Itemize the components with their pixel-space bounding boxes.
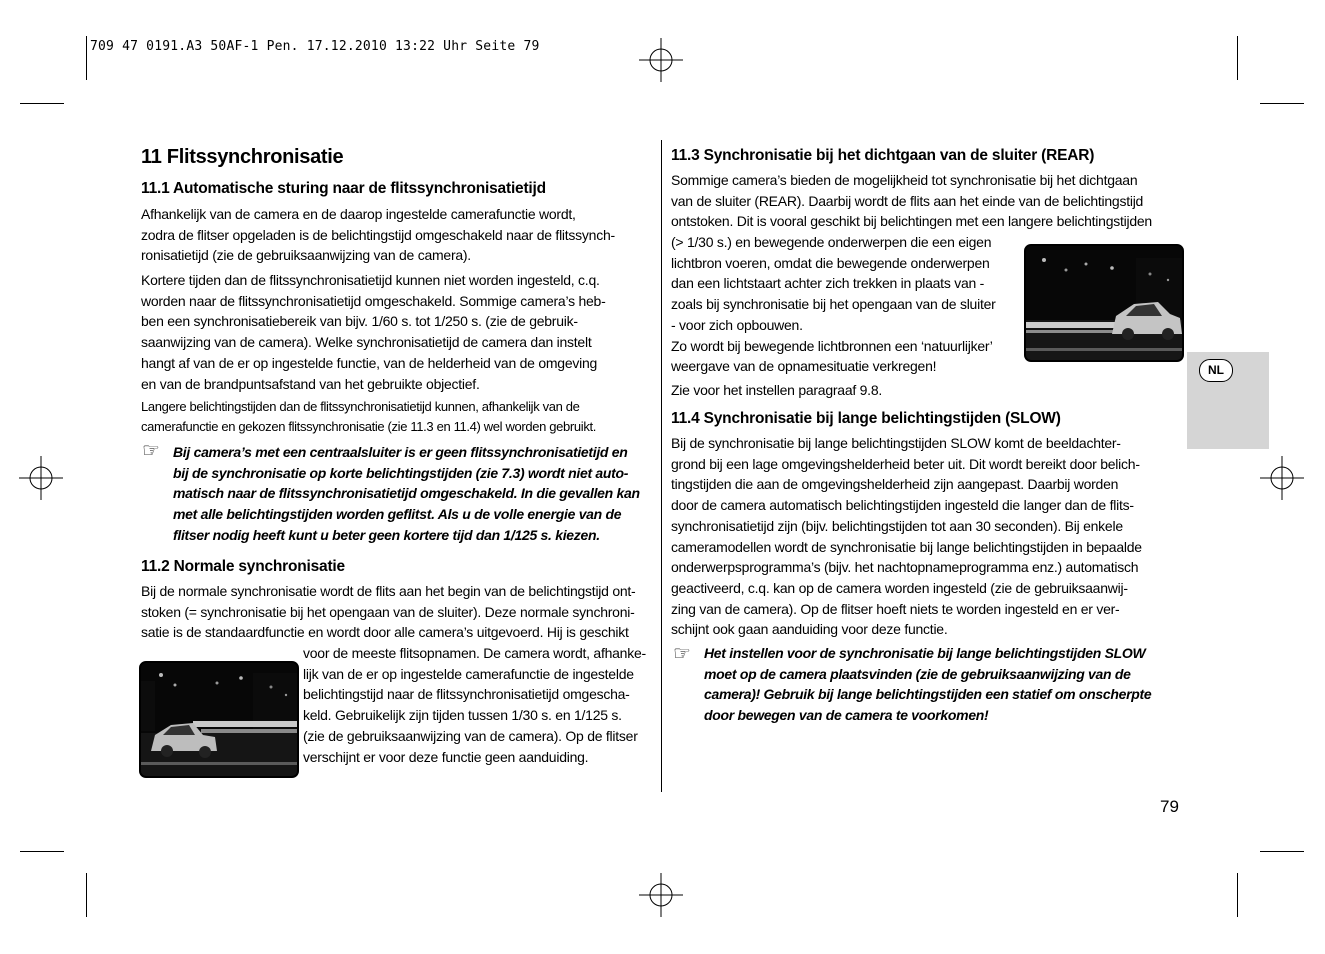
paragraph: Kortere tijden dan de flitssynchronisatietijd kunnen niet worden ingesteld, c.q. worden naar de flitssynchronisatietijd omgeschakeld. Sommige camera’s heb- ben een synchronisatiebereik van bijv. 1/60 s. tot 1/250 s. (zie de gebruik- saanwijzing van de camera). Welke synchronisatietijd de camera dan instelt hangt af van de er op ingestelde functie, van de helderheid van de omgeving en van de brandpuntsafstand van het gebruikte objectief. <box>141 272 606 392</box>
photo-rear-sync <box>1024 244 1184 362</box>
crop-mark <box>20 103 64 104</box>
page-number: 79 <box>1160 797 1179 816</box>
paragraph: voor de meeste flitsopnamen. De camera wordt, afhanke- lijk van de er op ingestelde camerafunctie de ingestelde belichtingstijd naar de flitssynchronisatietijd omgescha- keld. Gebruikelijk zijn tijden tussen 1/30 s. en 1/125 s. (zie de gebruiksaanwijzing van de camera). Op de flitser verschijnt er voor deze functie geen aanduiding. <box>303 645 646 765</box>
paragraph: Afhankelijk van de camera en de daarop ingestelde camerafunctie wordt, zodra de flitser opgeladen is de belichtingstijd omgeschakeld naar de flitssynch- ronisatietijd (zie de gebruiksaanwijzing van de camera). <box>141 206 615 264</box>
paragraph: Zie voor het instellen paragraaf 9.8. <box>671 382 882 398</box>
section-heading: 11.1 Automatische sturing naar de flitssynchronisatietijd <box>141 180 546 197</box>
crop-mark <box>1260 103 1304 104</box>
registration-mark-icon <box>639 38 683 82</box>
crop-mark <box>86 36 87 80</box>
note-text: Bij camera’s met een centraalsluiter is er geen flitssynchronisatietijd en bij de synchronisatie op korte belichtingstijden (zie 7.3) wordt niet auto- matisch naar de flitssynchronisatietijd omgeschakeld. In die gevallen kan met alle belichtingstijden worden geflitst. Als u de volle energie van de flitser nodig heeft kunt u beter geen kortere tijd dan 1/125 s. kiezen. <box>173 444 640 543</box>
pointing-hand-icon: ☞ <box>673 643 691 665</box>
crop-mark <box>20 851 64 852</box>
registration-mark-icon <box>639 873 683 917</box>
crop-mark <box>86 873 87 917</box>
pointing-hand-icon: ☞ <box>142 440 160 462</box>
language-tab <box>1187 352 1269 449</box>
registration-mark-icon <box>1260 456 1304 500</box>
crop-mark <box>1237 36 1238 80</box>
crop-mark <box>1237 873 1238 917</box>
paragraph: Sommige camera’s bieden de mogelijkheid tot synchronisatie bij het dichtgaan van de sluiter (REAR). Daarbij wordt de flits aan het einde van de belichtingstijd ontstoken. Dit is vooral geschikt bij belichtingen met een langere belichtingstijden <box>671 172 1152 230</box>
paragraph: Bij de normale synchronisatie wordt de flits aan het begin van de belichtingstijd ont- stoken (= synchronisatie bij het opengaan van de sluiter). Deze normale synchroni- satie is de standaardfunctie en wordt door alle camera’s uitgevoerd. Hij is geschikt <box>141 583 636 641</box>
note-text: Het instellen voor de synchronisatie bij lange belichtingstijden SLOW moet op de camera plaatsvinden (zie de gebruiksaanwijzing van de camera)! Gebruik bij lange belichtingstijden een statief om onscherpte door bewegen van de camera te voorkomen! <box>704 645 1152 724</box>
paragraph: (> 1/30 s.) en bewegende onderwerpen die een eigen lichtbron voeren, omdat die bewegende onderwerpen dan een lichtstaart achter zich trekken in plaats van - zoals bij synchronisatie bij het opengaan van de sluiter - voor zich opbouwen. Zo wordt bij bewegende lichtbronnen een ‘natuurlijker’ weergave van de opnamesituatie verkregen! <box>671 234 996 375</box>
paragraph: Langere belichtingstijden dan de flitssynchronisatietijd kunnen, afhankelijk van de camerafunctie en gekozen flitssynchronisatie (zie 11.3 en 11.4) wel worden gebruikt. <box>141 399 596 434</box>
paragraph: Bij de synchronisatie bij lange belichtingstijden SLOW komt de beeldachter- grond bij een lage omgevingshelderheid beter uit. Dit wordt bereikt door belich- tingstijden die aan de omgevingshelderheid zijn aangepast. Daarbij worden door de camera automatisch belichtingstijden ingesteld die langer dan de flits- synchronisatietijd zijn (bijv. belichtingstijden tot aan 30 seconden). Bij enkele cameramodellen wordt de synchronisatie bij lange belichtingstijden in bepaalde onderwerpsprogramma’s (bijv. het nachtopnameprogramma enz.) automatisch geactiveerd, c.q. kan op de camera worden ingesteld (zie de gebruiksaanwij- zing van de camera). Op de flitser hoeft niets te worden ingesteld en er ver- schijnt ook gaan aanduiding voor deze functie. <box>671 435 1142 638</box>
section-heading: 11.2 Normale synchronisatie <box>141 558 345 575</box>
page-title: 11 Flitssynchronisatie <box>141 146 344 168</box>
language-badge: NL <box>1199 359 1233 382</box>
photo-normal-sync <box>139 661 299 778</box>
section-heading: 11.3 Synchronisatie bij het dichtgaan van de sluiter (REAR) <box>671 147 1095 164</box>
print-slug: 709 47 0191.A3 50AF-1 Pen. 17.12.2010 13:22 Uhr Seite 79 <box>90 39 540 54</box>
registration-mark-icon <box>19 456 63 500</box>
crop-mark <box>1260 851 1304 852</box>
section-heading: 11.4 Synchronisatie bij lange belichtingstijden (SLOW) <box>671 410 1061 427</box>
